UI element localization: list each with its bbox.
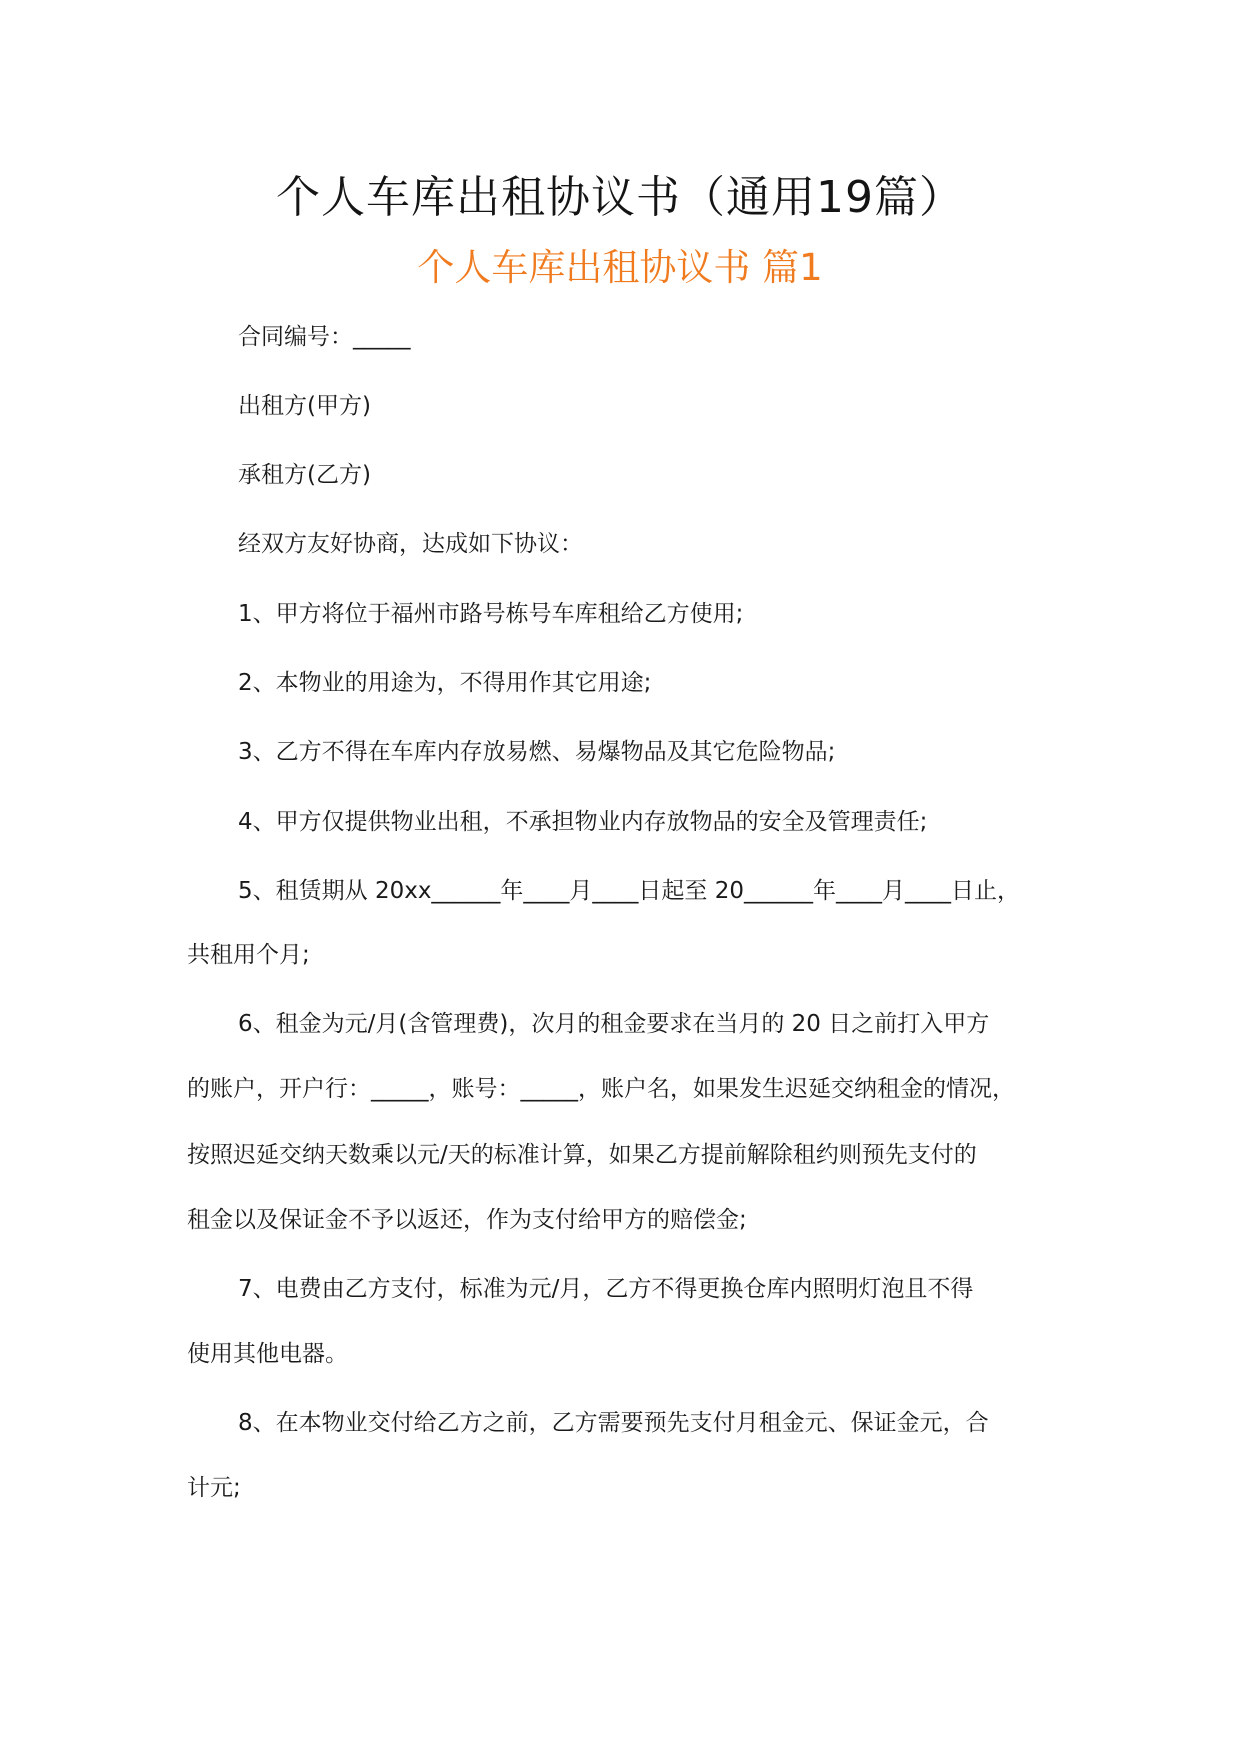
clause-2: 2、本物业的用途为，不得用作其它用途; — [238, 670, 652, 696]
clause-4: 4、甲方仅提供物业出租，不承担物业内存放物品的安全及管理责任; — [238, 809, 928, 835]
clause-6-continued-2: 按照迟延交纳天数乘以元/天的标准计算，如果乙方提前解除租约则预先支付的 — [187, 1142, 977, 1168]
intro-line: 经双方友好协商，达成如下协议： — [238, 531, 583, 557]
clause-3: 3、乙方不得在车库内存放易燃、易爆物品及其它危险物品; — [238, 739, 836, 765]
clause-8-continued: 计元; — [187, 1475, 241, 1501]
lessor-line: 出租方(甲方) — [238, 393, 371, 419]
contract-number-line: 合同编号：_____ — [238, 324, 411, 350]
clause-6-continued-1: 的账户，开户行：_____，账号：_____，账户名，如果发生迟延交纳租金的情况， — [187, 1076, 1015, 1102]
clause-5-continued: 共租用个月; — [187, 942, 310, 968]
section-title: 个人车库出租协议书 篇1 — [417, 246, 823, 289]
clause-6: 6、租金为元/月(含管理费)，次月的租金要求在当月的 20 日之前打入甲方 — [238, 1011, 990, 1037]
clause-1: 1、甲方将位于福州市路号栋号车库租给乙方使用; — [238, 601, 744, 627]
clause-7-continued: 使用其他电器。 — [187, 1341, 348, 1367]
document-title: 个人车库出租协议书（通用19篇） — [276, 172, 964, 223]
clause-7: 7、电费由乙方支付，标准为元/月，乙方不得更换仓库内照明灯泡且不得 — [238, 1276, 974, 1302]
clause-8: 8、在本物业交付给乙方之前，乙方需要预先支付月租金元、保证金元，合 — [238, 1410, 989, 1436]
lessee-line: 承租方(乙方) — [238, 462, 371, 488]
clause-6-continued-3: 租金以及保证金不予以返还，作为支付给甲方的赔偿金; — [187, 1207, 747, 1233]
clause-5: 5、租赁期从 20xx______年____月____日起至 20______年____月____日止， — [238, 878, 1021, 904]
